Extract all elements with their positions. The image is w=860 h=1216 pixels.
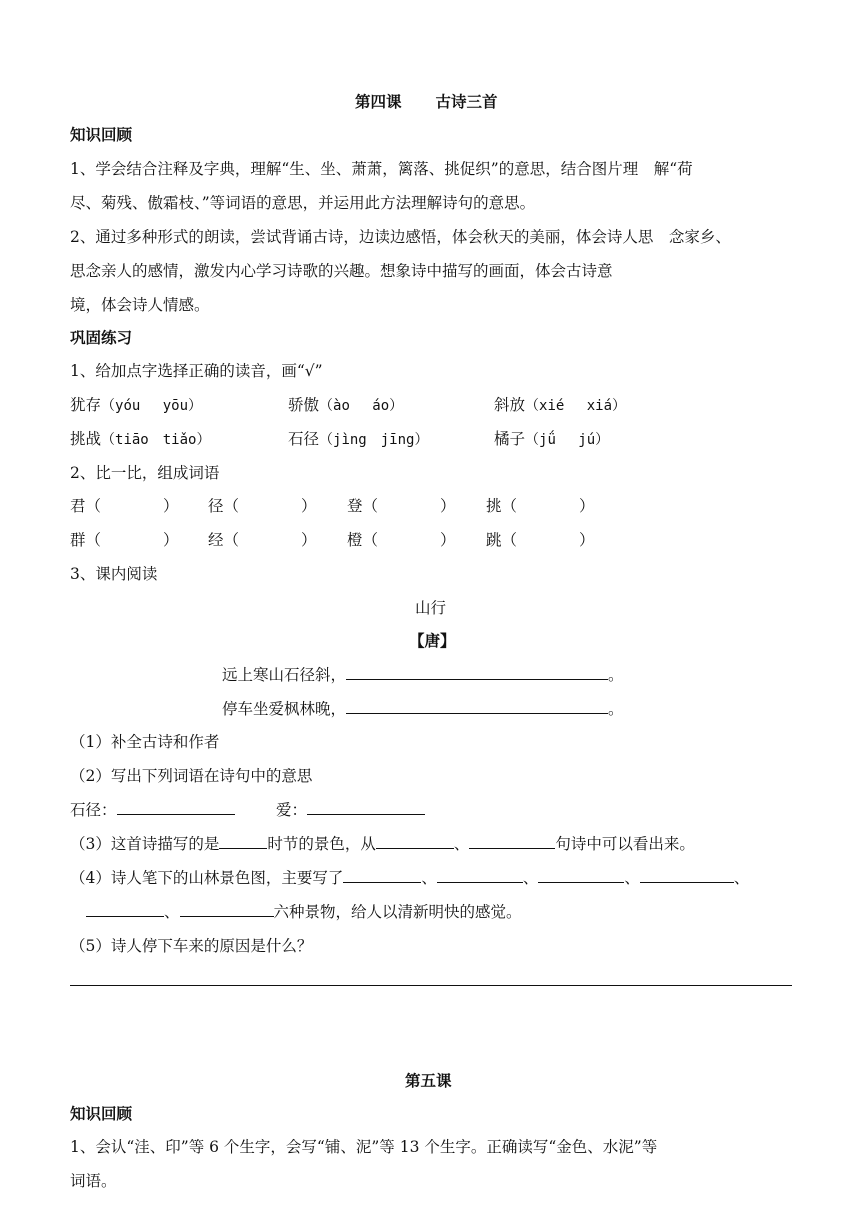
answer-blank[interactable] bbox=[180, 901, 274, 917]
pinyin-word: 橘子 bbox=[494, 430, 526, 448]
separator: 、 bbox=[733, 869, 750, 887]
pinyin-item bbox=[494, 428, 609, 451]
answer-blank[interactable] bbox=[469, 833, 555, 849]
term-label: 石径： bbox=[70, 801, 117, 819]
sub-question-1: （1）补全古诗和作者 bbox=[70, 733, 220, 751]
sub-question-4b bbox=[86, 901, 522, 923]
separator: 、 bbox=[421, 869, 437, 887]
pinyin-item bbox=[70, 428, 210, 451]
term-row-1 bbox=[70, 799, 235, 821]
pinyin-options: （jìng jīng） bbox=[319, 432, 429, 448]
answer-blank[interactable] bbox=[346, 664, 608, 680]
answer-blank[interactable] bbox=[117, 799, 235, 815]
answer-blank[interactable] bbox=[86, 901, 164, 917]
pinyin-item bbox=[494, 394, 626, 417]
poem-line-2 bbox=[222, 698, 624, 720]
lesson4-review-1b: 尽、菊残、傲霜枝、”等词语的意思，并运用此方法理解诗句的意思。 bbox=[70, 194, 536, 212]
pinyin-options: （tiāo tiǎo） bbox=[101, 432, 211, 448]
poem-title: 山行 bbox=[415, 599, 447, 617]
compare-item: 挑（ ） bbox=[486, 497, 595, 515]
lesson4-subtitle: 古诗三首 bbox=[435, 93, 498, 111]
pinyin-item bbox=[70, 394, 202, 417]
answer-blank[interactable] bbox=[437, 867, 523, 883]
pinyin-word: 骄傲 bbox=[288, 396, 320, 414]
question-3: 3、课内阅读 bbox=[70, 565, 158, 583]
sub3-text: 、 bbox=[453, 835, 470, 853]
pinyin-word: 犹存 bbox=[70, 396, 102, 414]
separator: 、 bbox=[522, 869, 539, 887]
lesson4-review-heading: 知识回顾 bbox=[70, 126, 133, 144]
poem-dynasty: 【唐】 bbox=[409, 632, 456, 650]
answer-blank[interactable] bbox=[640, 867, 734, 883]
sub3-text: 句诗中可以看出来。 bbox=[555, 835, 695, 853]
period: 。 bbox=[608, 700, 624, 718]
pinyin-word: 石径 bbox=[288, 430, 320, 448]
sub-question-3 bbox=[70, 833, 695, 855]
lesson4-review-2c: 境，体会诗人情感。 bbox=[70, 296, 210, 314]
pinyin-item bbox=[288, 428, 428, 451]
sub3-text: 时节的景色，从 bbox=[267, 835, 376, 853]
pinyin-options: （jǘ jú） bbox=[525, 432, 610, 448]
compare-item: 君（ ） bbox=[70, 497, 179, 515]
period: 。 bbox=[608, 666, 624, 684]
lesson4-number: 第四课 bbox=[355, 93, 402, 111]
pinyin-options: （xié xiá） bbox=[525, 398, 627, 414]
answer-blank[interactable] bbox=[346, 698, 608, 714]
pinyin-word: 斜放 bbox=[494, 396, 526, 414]
poem-line-text: 远上寒山石径斜， bbox=[222, 666, 347, 684]
lesson4-review-2b: 思念亲人的感情，激发内心学习诗歌的兴趣。想象诗中描写的画面，体会古诗意 bbox=[70, 262, 613, 280]
term-row-2 bbox=[276, 799, 425, 821]
pinyin-word: 挑战 bbox=[70, 430, 102, 448]
compare-item: 登（ ） bbox=[347, 497, 456, 515]
sub-question-4a bbox=[70, 867, 749, 889]
compare-item: 跳（ ） bbox=[486, 531, 595, 549]
poem-line-1 bbox=[222, 664, 624, 686]
lesson5-review-1b: 词语。 bbox=[70, 1172, 117, 1190]
lesson4-practice-heading: 巩固练习 bbox=[70, 329, 133, 347]
sub3-text: （3）这首诗描写的是 bbox=[70, 835, 220, 853]
lesson5-title: 第五课 bbox=[405, 1072, 452, 1090]
separator: 、 bbox=[164, 903, 180, 921]
sub-question-2: （2）写出下列词语在诗句中的意思 bbox=[70, 767, 313, 785]
lesson4-review-2a: 2、通过多种形式的朗读，尝试背诵古诗，边读边感悟，体会秋天的美丽，体会诗人思 念家乡、 bbox=[70, 228, 731, 246]
answer-blank[interactable] bbox=[343, 867, 421, 883]
compare-item: 径（ ） bbox=[208, 497, 317, 515]
question-1: 1、给加点字选择正确的读音，画“√” bbox=[70, 362, 323, 380]
lesson5-review-heading: 知识回顾 bbox=[70, 1105, 133, 1123]
pinyin-options: （ào áo） bbox=[319, 398, 404, 414]
pinyin-item bbox=[288, 394, 403, 417]
answer-blank[interactable] bbox=[538, 867, 624, 883]
pinyin-options: （yóu yōu） bbox=[101, 398, 203, 414]
sub-question-5: （5）诗人停下车来的原因是什么？ bbox=[70, 937, 313, 955]
answer-blank[interactable] bbox=[219, 833, 267, 849]
sub4-text: （4）诗人笔下的山林景色图，主要写了 bbox=[70, 869, 344, 887]
lesson5-review-1a: 1、会认“洼、印”等 6 个生字，会写“铺、泥”等 13 个生字。正确读写“金色、水泥”等 bbox=[70, 1138, 658, 1156]
compare-item: 群（ ） bbox=[70, 531, 179, 549]
sub4-text: 六种景物，给人以清新明快的感觉。 bbox=[273, 903, 522, 921]
answer-blank[interactable] bbox=[307, 799, 425, 815]
poem-line-text: 停车坐爱枫林晚， bbox=[222, 700, 347, 718]
lesson4-review-1a: 1、学会结合注释及字典，理解“生、坐、萧萧，篱落、挑促织”的意思，结合图片理 解“荷 bbox=[70, 160, 693, 178]
separator: 、 bbox=[624, 869, 640, 887]
answer-line[interactable] bbox=[70, 985, 792, 986]
term-label: 爱： bbox=[276, 801, 308, 819]
compare-item: 橙（ ） bbox=[347, 531, 456, 549]
answer-blank[interactable] bbox=[376, 833, 454, 849]
lesson4-title bbox=[355, 91, 498, 113]
question-2: 2、比一比，组成词语 bbox=[70, 464, 220, 482]
compare-item: 经（ ） bbox=[208, 531, 317, 549]
